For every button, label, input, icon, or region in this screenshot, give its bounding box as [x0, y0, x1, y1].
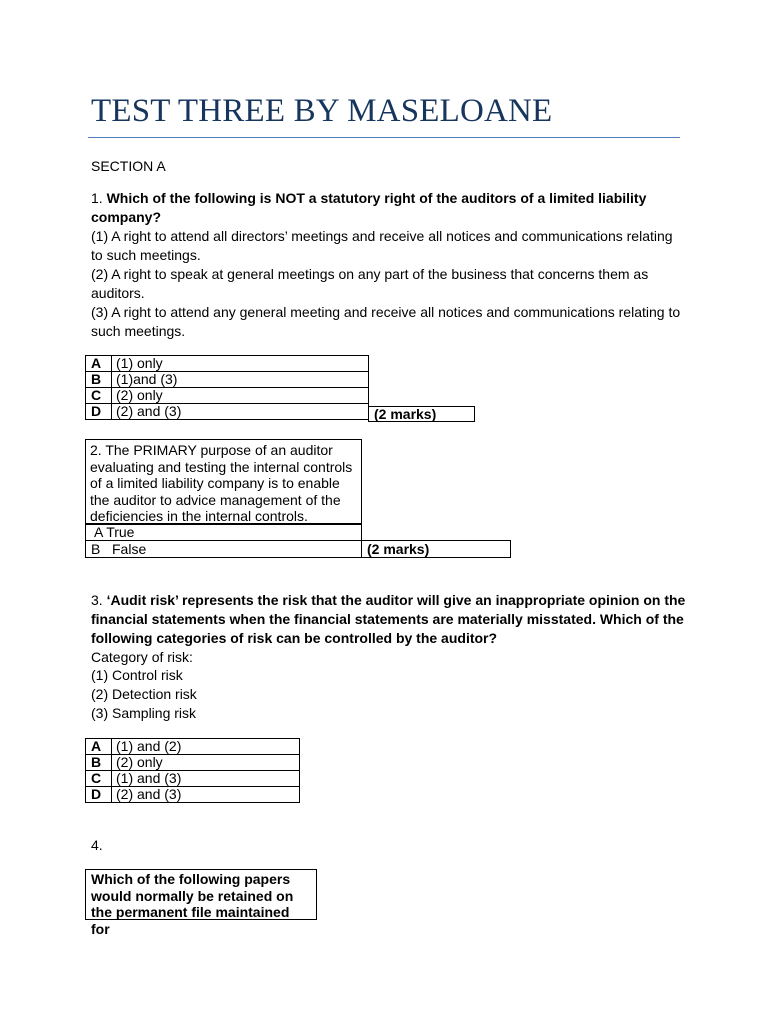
q3-category-3: (3) Sampling risk: [91, 705, 197, 721]
q1-option-c[interactable]: C (2) only: [86, 388, 369, 404]
q1-statement-3b: such meetings.: [91, 323, 186, 339]
q3-category-2: (2) Detection risk: [91, 686, 197, 702]
q1-stem-line1: [91, 189, 646, 208]
q4-stem-line: would normally be retained on: [91, 887, 294, 904]
section-heading: SECTION A: [91, 158, 166, 174]
q1-statement-2a: (2) A right to speak at general meetings on any part of the business that concerns them as: [91, 266, 649, 282]
q3-option-a[interactable]: A (1) and (2): [86, 739, 300, 755]
q3-option-c[interactable]: C (1) and (3): [86, 771, 300, 787]
q4-stem-box: [85, 869, 317, 937]
q2-stem-line: of a limited liability company is to enable: [90, 475, 340, 491]
q2-option-a[interactable]: A True: [85, 523, 362, 541]
q2-option-b[interactable]: B False: [85, 540, 362, 558]
q3-category-1: (1) Control risk: [91, 667, 183, 683]
q1-option-a[interactable]: A (1) only: [86, 356, 369, 372]
q4-stem-line: the permanent file maintained for: [91, 904, 290, 937]
q1-option-b[interactable]: B (1)and (3): [86, 372, 369, 388]
q1-stem-text: Which of the following is NOT a statutory right of the auditors of a limited liability: [106, 190, 647, 206]
q4-number: 4.: [91, 837, 103, 853]
q3-options-table: [85, 738, 300, 803]
q2-stem-line: evaluating and testing the internal controls: [90, 458, 353, 475]
q1-statement-3a: (3) A right to attend any general meeting and receive all notices and communications relating to: [91, 304, 681, 320]
q2-marks: (2 marks): [361, 540, 511, 558]
q1-options-table: [85, 355, 369, 420]
q2-stem-line: 2. The PRIMARY purpose of an auditor: [90, 442, 333, 458]
q3-stem-line2: financial statements when the financial statements are materially misstated. Which of the: [91, 611, 684, 627]
q1-statement-1a: (1) A right to attend all directors’ meetings and receive all notices and communications relating: [91, 228, 673, 244]
q1-number: 1.: [91, 190, 103, 206]
q3-stem-line3: following categories of risk can be controlled by the auditor?: [91, 630, 498, 646]
q3-option-b[interactable]: B (2) only: [86, 755, 300, 771]
q1-stem-line2: company?: [91, 209, 162, 225]
q2-stem-box: [85, 439, 362, 524]
q1-option-d[interactable]: D (2) and (3): [86, 404, 369, 420]
q2-stem-line: deficiencies in the internal controls.: [90, 508, 308, 524]
q1-statement-2b: auditors.: [91, 285, 145, 301]
q3-number: 3.: [91, 592, 103, 608]
q4-stem-line: Which of the following papers: [91, 871, 291, 887]
q3-option-d[interactable]: D (2) and (3): [86, 787, 300, 803]
page-title: TEST THREE BY MASELOANE: [91, 93, 553, 129]
q1-statement-1b: to such meetings.: [91, 247, 201, 263]
q2-stem-line: the auditor to advice management of the: [90, 491, 341, 508]
q3-stem-line1: 3. ‘Audit risk’ represents the risk that the auditor will give an inappropriate opinion on the: [91, 592, 686, 608]
title-divider: [88, 137, 680, 138]
q3-category-label: Category of risk:: [91, 649, 193, 665]
q1-marks: (2 marks): [368, 406, 475, 422]
